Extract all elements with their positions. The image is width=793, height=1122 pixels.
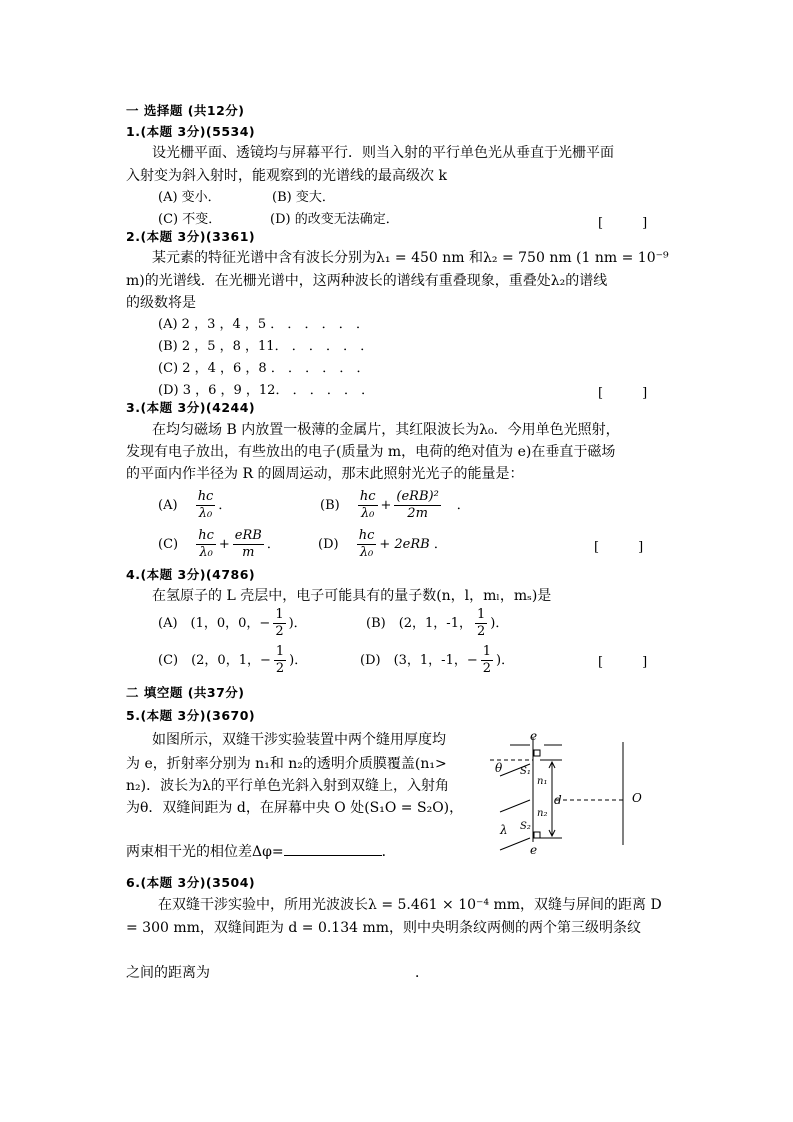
option-a [158,605,307,643]
option-text: (C) (2，0，1，− [158,653,271,668]
question-text: m)的光谱线．在光栅光谱中，这两种波长的谱线有重叠现象，重叠处λ₂的谱线 [126,273,608,289]
double-slit-diagram [480,730,650,855]
denominator: 2 [275,661,285,676]
option-d: (D) 的改变无法确定． [270,212,399,227]
option-close: )． [289,653,308,668]
denominator: λ₀ [359,545,374,560]
option-d: (D) $\frac{hc}{\text{λ₀}}$ + 2eRB ． [318,528,447,560]
label-d: d [554,793,562,807]
option-c: (C) $\frac{hc}{\text{λ₀}}$ + $\frac{\text{eRB}}{m}$ ． [158,528,280,560]
option-a: (A) 变小． [158,190,221,205]
option-c [158,642,307,680]
section-title: 一 选择题 (共12分) [126,103,245,118]
option-text: (A) (1，0，0，− [158,616,271,631]
question-header: 6.(本题 3分)(3504) [126,875,256,890]
period: ． [415,965,429,981]
label-e: e [530,730,538,743]
option-close: )． [490,616,509,631]
denominator: 2 [476,624,486,639]
option-text: (B) (2，1，-1， [366,616,472,631]
question-header: 1.(本题 3分)(5534) [126,124,256,139]
option-text: (D) (3，1，-1，− [360,653,478,668]
label-n2: n₂ [537,808,548,819]
answer-blank[interactable] [284,841,382,856]
option-label: (B) [320,498,340,513]
question-text: 在氢原子的 L 壳层中，电子可能具有的量子数(n，l，mₗ，mₛ)是 [152,588,552,604]
question-text: 入射变为斜入射时，能观察到的光谱线的最高级次 k [126,168,447,184]
option-b: (B) $\frac{hc}{\text{λ₀}}$ + $\frac{\text{(eRB)²}}{2m}$ ． [320,489,470,521]
numerator: 1 [275,607,284,622]
label-e: e [530,843,538,855]
question-header: 4.(本题 3分)(4786) [126,567,256,582]
denominator: m [242,545,255,560]
option-label: (A) [158,498,178,513]
question-text: 为θ．双缝间距为 d，在屏幕中央 O 处(S₁O = S₂O)， [126,800,464,816]
option-c: (C) 不变． [158,212,222,227]
label-lambda: λ [500,823,508,837]
label-o: O [632,791,642,805]
question-text: 在双缝干涉实验中，所用光波波长λ = 5.461 × 10⁻⁴ mm，双缝与屏间的距离 D [158,897,662,913]
option-b: (B) 变大． [272,190,335,205]
answer-bracket[interactable]: [ ] [598,655,648,670]
denominator: λ₀ [198,506,213,521]
numerator: 1 [476,607,486,622]
numerator: 1 [275,644,285,659]
prompt: 之间的距离为 [126,965,210,981]
option-label: (D) [318,537,339,552]
numerator: hc [198,528,214,543]
question-text: 某元素的特征光谱中含有波长分别为λ₁ = 450 nm 和λ₂ = 750 nm (1 nm = 10⁻⁹ [152,250,669,266]
numerator: 1 [482,644,492,659]
denominator: λ₀ [360,506,375,521]
label-s1: S₁ [520,766,531,777]
numerator: (eRB)² [396,489,439,504]
question-text: 如图所示，双缝干涉实验装置中两个缝用厚度均 [152,732,446,748]
question-text: = 300 mm，双缝间距为 d = 0.134 mm，则中央明条纹两侧的两个第三级明条纹 [126,920,642,936]
question-text [126,841,396,861]
prompt: 两束相干光的相位差Δφ= [126,844,284,860]
numerator: hc [358,528,375,543]
question-text [126,964,429,982]
option-c: (C) 2 ，4 ，6 ，8 ． ． ． ． ． ． [158,361,370,376]
question-text: 发现有电子放出，有些放出的电子(质量为 m，电荷的绝对值为 e)在垂直于磁场 [126,444,616,460]
section-title: 二 填空题 (共37分) [126,685,245,700]
denominator: 2 [482,661,492,676]
option-close: )． [496,653,515,668]
option-a: (A) $\frac{hc}{\text{λ₀}}$ ． [158,489,232,521]
option-d: (D) 3 ，6 ，9 ，12． ． ． ． ． ． [158,383,375,398]
denominator: 2 [275,624,284,639]
question-header: 3.(本题 3分)(4244) [126,400,256,415]
question-text: 设光栅平面、透镜均与屏幕平行．则当入射的平行单色光从垂直于光栅平面 [152,145,614,161]
label-s2: S₂ [520,821,531,832]
denominator: λ₀ [199,545,213,560]
answer-bracket[interactable]: [ ] [598,216,648,231]
question-header: 2.(本题 3分)(3361) [126,229,256,244]
film-n2 [534,832,540,838]
denominator: 2m [407,506,428,521]
answer-bracket[interactable]: [ ] [598,386,648,401]
label-n1: n₁ [537,776,548,787]
term: + 2eRB [379,537,430,552]
question-text: n₂)．波长为λ的平行单色光斜入射到双缝上，入射角 [126,778,449,794]
film-n1 [534,750,540,756]
option-b [366,605,508,643]
label-theta: θ [495,761,503,775]
question-text: 的级数将是 [126,295,196,311]
question-text: 为 e，折射率分别为 n₁和 n₂的透明介质膜覆盖(n₁> [126,756,447,772]
option-b: (B) 2 ，5 ，8 ，11． ． ． ． ． ． [158,339,374,354]
numerator: hc [359,489,376,504]
period: ． [381,844,396,860]
question-text: 在均匀磁场 B 内放置一极薄的金属片，其红限波长为λ₀．今用单色光照射， [152,422,620,438]
option-label: (C) [158,537,179,552]
answer-bracket[interactable]: [ ] [594,540,644,555]
numerator: eRB [234,528,262,543]
numerator: hc [197,489,214,504]
option-a: (A) 2 ，3 ，4 ，5 ． ． ． ． ． ． [158,317,369,332]
question-text: 的平面内作半径为 R 的圆周运动，那末此照射光光子的能量是： [126,466,524,482]
question-header: 5.(本题 3分)(3670) [126,708,256,723]
option-d [360,642,514,680]
option-close: )． [288,616,307,631]
